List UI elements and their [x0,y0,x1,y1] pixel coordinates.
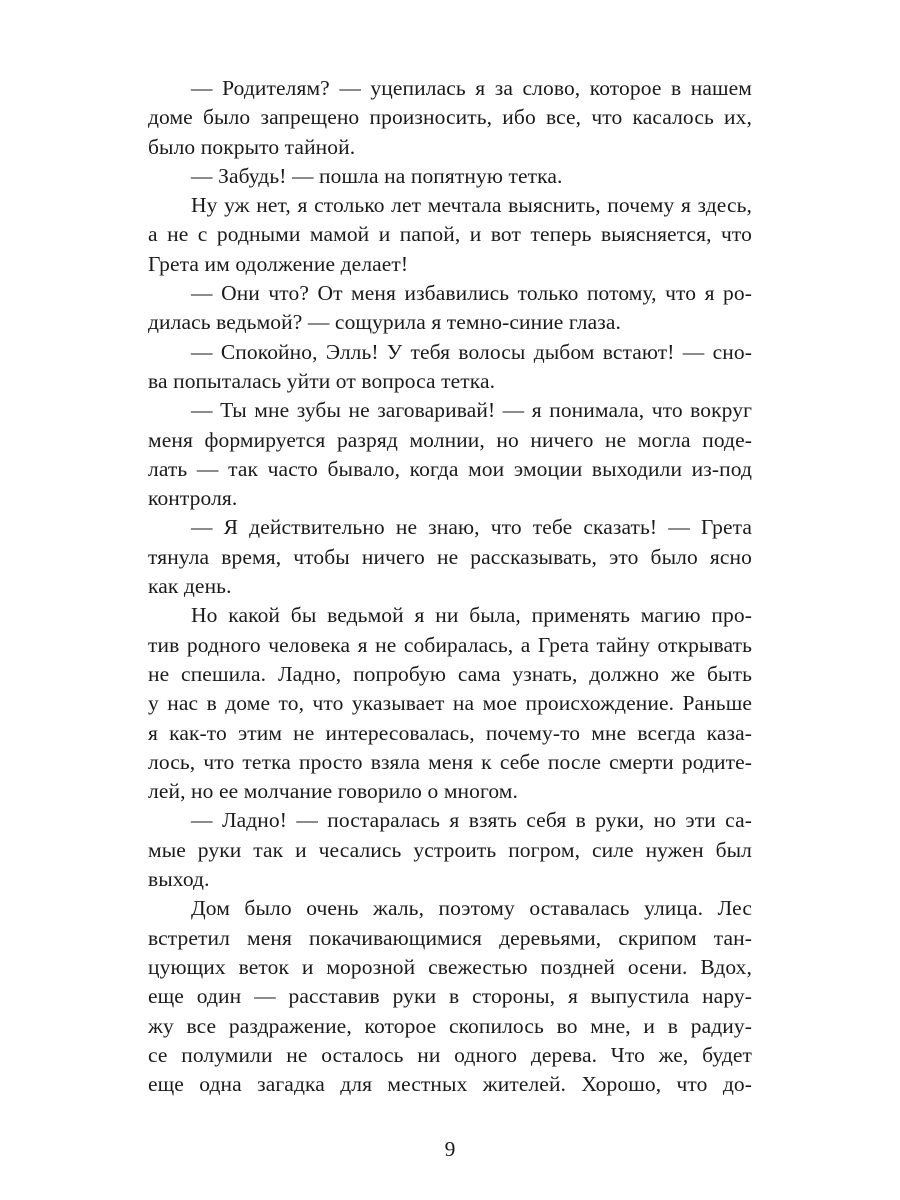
text-line: жу все раздражение, которое скопилось во мне, и в радиу- [148,1013,752,1038]
text-line: Но какой бы ведьмой я ни была, применять магию про- [191,603,752,628]
text-line: лей, но ее молчание говорило о многом. [148,779,518,804]
text-line: лось, что тетка просто взяла меня к себе после смерти родите- [148,749,752,774]
text-line: как день. [148,574,232,599]
text-line: ва попыталась уйти от вопроса тетка. [148,368,496,393]
text-line: тив родного человека я не собиралась, а Грета тайну открывать [148,632,752,657]
text-line: выход. [148,867,210,892]
text-line: мые руки так и чесались устроить погром, силе нужен был [148,837,752,862]
text-line: у нас в доме то, что указывает на мое происхождение. Раньше [148,691,752,716]
text-line: — Ладно! — постаралась я взять себя в руки, но эти са- [191,808,752,833]
text-line: контроля. [148,486,238,511]
text-line: не спешила. Ладно, попробую сама узнать, должно же быть [148,661,752,686]
text-line: дилась ведьмой? — сощурила я темно-синие глаза. [148,310,621,335]
page-number: 9 [444,1137,456,1161]
text-line: — Ты мне зубы не заговаривай! — я понимала, что вокруг [191,398,752,423]
text-line: я как-то этим не интересовалась, почему-то мне всегда каза- [148,720,752,745]
text-line: еще одна загадка для местных жителей. Хорошо, что до- [148,1072,752,1097]
text-line: меня формируется разряд молнии, но ничего не могла поде- [148,427,752,452]
text-line: — Забудь! — пошла на попятную тетка. [191,163,563,188]
text-line: доме было запрещено произносить, ибо все, что касалось их, [148,105,752,130]
text-line: — Я действительно не знаю, что тебе сказать! — Грета [191,515,752,540]
text-line: Ну уж нет, я столько лет мечтала выяснить, почему я здесь, [191,193,752,218]
text-line: — Спокойно, Элль! У тебя волосы дыбом встают! — сно- [191,339,752,364]
text-line: Дом было очень жаль, поэтому оставалась улица. Лес [191,896,752,921]
text-line: было покрыто тайной. [148,134,356,159]
body-text [148,74,752,1099]
text-line: встретил меня покачивающимися деревьями, скрипом тан- [148,925,752,950]
text-line: — Родителям? — уцепилась я за слово, которое в нашем [191,76,752,100]
text-line: а не с родными мамой и папой, и вот теперь выясняется, что [148,222,752,247]
text-line: еще один — расставив руки в стороны, я выпустила нару- [148,984,752,1009]
text-line: цующих веток и морозной свежестью поздней осени. Вдох, [148,954,752,979]
text-line: тянула время, чтобы ничего не рассказывать, это было ясно [148,544,752,569]
text-line: лать — так часто бывало, когда мои эмоции выходили из-под [148,456,752,481]
text-line: се полумили не осталось ни одного дерева. Что же, будет [148,1042,752,1067]
text-line: — Они что? От меня избавились только потому, что я ро- [191,281,752,306]
text-line: Грета им одолжение делает! [148,251,409,276]
